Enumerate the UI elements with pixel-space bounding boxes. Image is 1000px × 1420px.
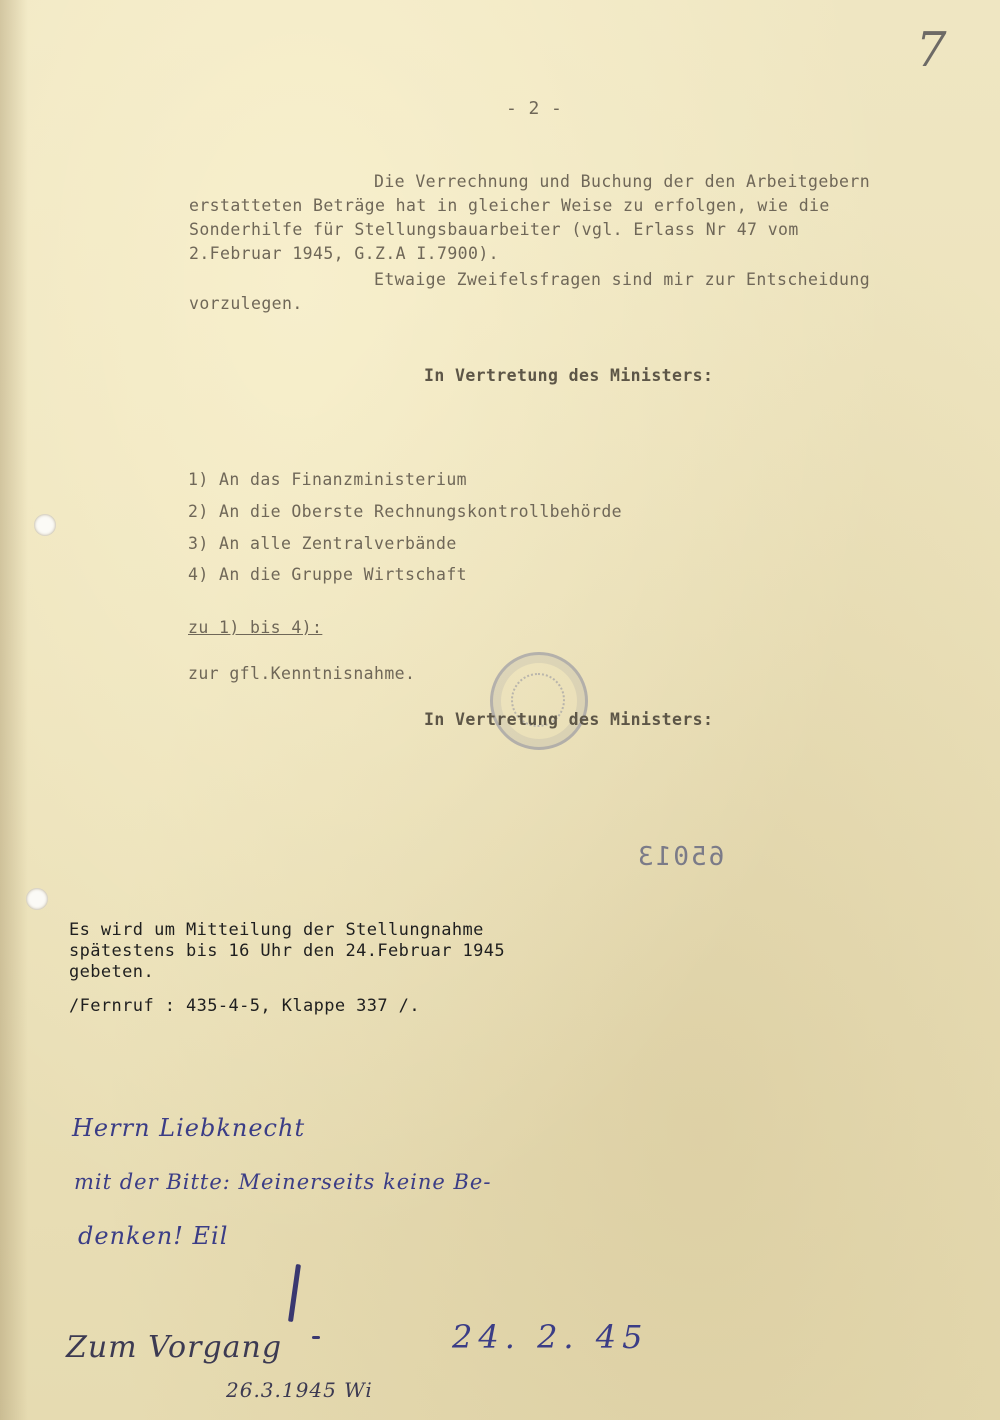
- to-all-heading: zu 1) bis 4):: [188, 618, 323, 637]
- handwritten-remark-end: denken! Eil: [78, 1222, 229, 1250]
- handwritten-file-note: Zum Vorgang: [66, 1330, 283, 1365]
- recipient-2: 2) An die Oberste Rechnungskontrollbehörde: [188, 502, 623, 521]
- paragraph2-line2: vorzulegen.: [189, 294, 303, 313]
- paper-edge-shadow: [0, 0, 28, 1420]
- corner-page-mark: 7: [916, 22, 947, 78]
- phone-line: /Fernruf : 435-4-5, Klappe 337 /.: [69, 996, 420, 1016]
- to-all-text: zur gfl.Kenntnisnahme.: [188, 664, 416, 683]
- signature-line-1: In Vertretung des Ministers:: [424, 366, 714, 385]
- signature-line-2: In Vertretung des Ministers:: [424, 710, 714, 729]
- registration-number-stamp: 65013: [636, 842, 725, 872]
- handwritten-remark: mit der Bitte: Meinerseits keine Be-: [74, 1170, 492, 1194]
- handwritten-date: 24. 2. 45: [452, 1318, 649, 1356]
- paragraph1-line4: 2.Februar 1945, G.Z.A I.7900).: [189, 244, 500, 263]
- handwritten-small-date: 26.3.1945 Wi: [226, 1378, 373, 1402]
- page-number: - 2 -: [506, 98, 563, 119]
- handwritten-small-mark: [312, 1336, 320, 1339]
- punch-hole-lower: [26, 888, 48, 910]
- request-note-line1: Es wird um Mitteilung der Stellungnahme: [69, 920, 484, 940]
- paragraph1-line2: erstatteten Beträge hat in gleicher Weise zu erfolgen, wie die: [189, 196, 830, 215]
- handwritten-check-stroke: [288, 1264, 301, 1322]
- paragraph1-line3: Sonderhilfe für Stellungsbauarbeiter (vgl. Erlass Nr 47 vom: [189, 220, 799, 239]
- request-note-line3: gebeten.: [69, 962, 155, 982]
- punch-hole-upper: [34, 514, 56, 536]
- paragraph1-line1: Die Verrechnung und Buchung der den Arbeitgebern: [374, 172, 871, 191]
- recipient-4: 4) An die Gruppe Wirtschaft: [188, 565, 468, 584]
- handwritten-addressee: Herrn Liebknecht: [72, 1114, 306, 1142]
- request-note-line2: spätestens bis 16 Uhr den 24.Februar 1945: [69, 941, 506, 961]
- official-seal-stamp: [490, 652, 588, 750]
- paragraph2-line1: Etwaige Zweifelsfragen sind mir zur Entscheidung: [374, 270, 871, 289]
- recipient-3: 3) An alle Zentralverbände: [188, 534, 457, 553]
- recipient-1: 1) An das Finanzministerium: [188, 470, 468, 489]
